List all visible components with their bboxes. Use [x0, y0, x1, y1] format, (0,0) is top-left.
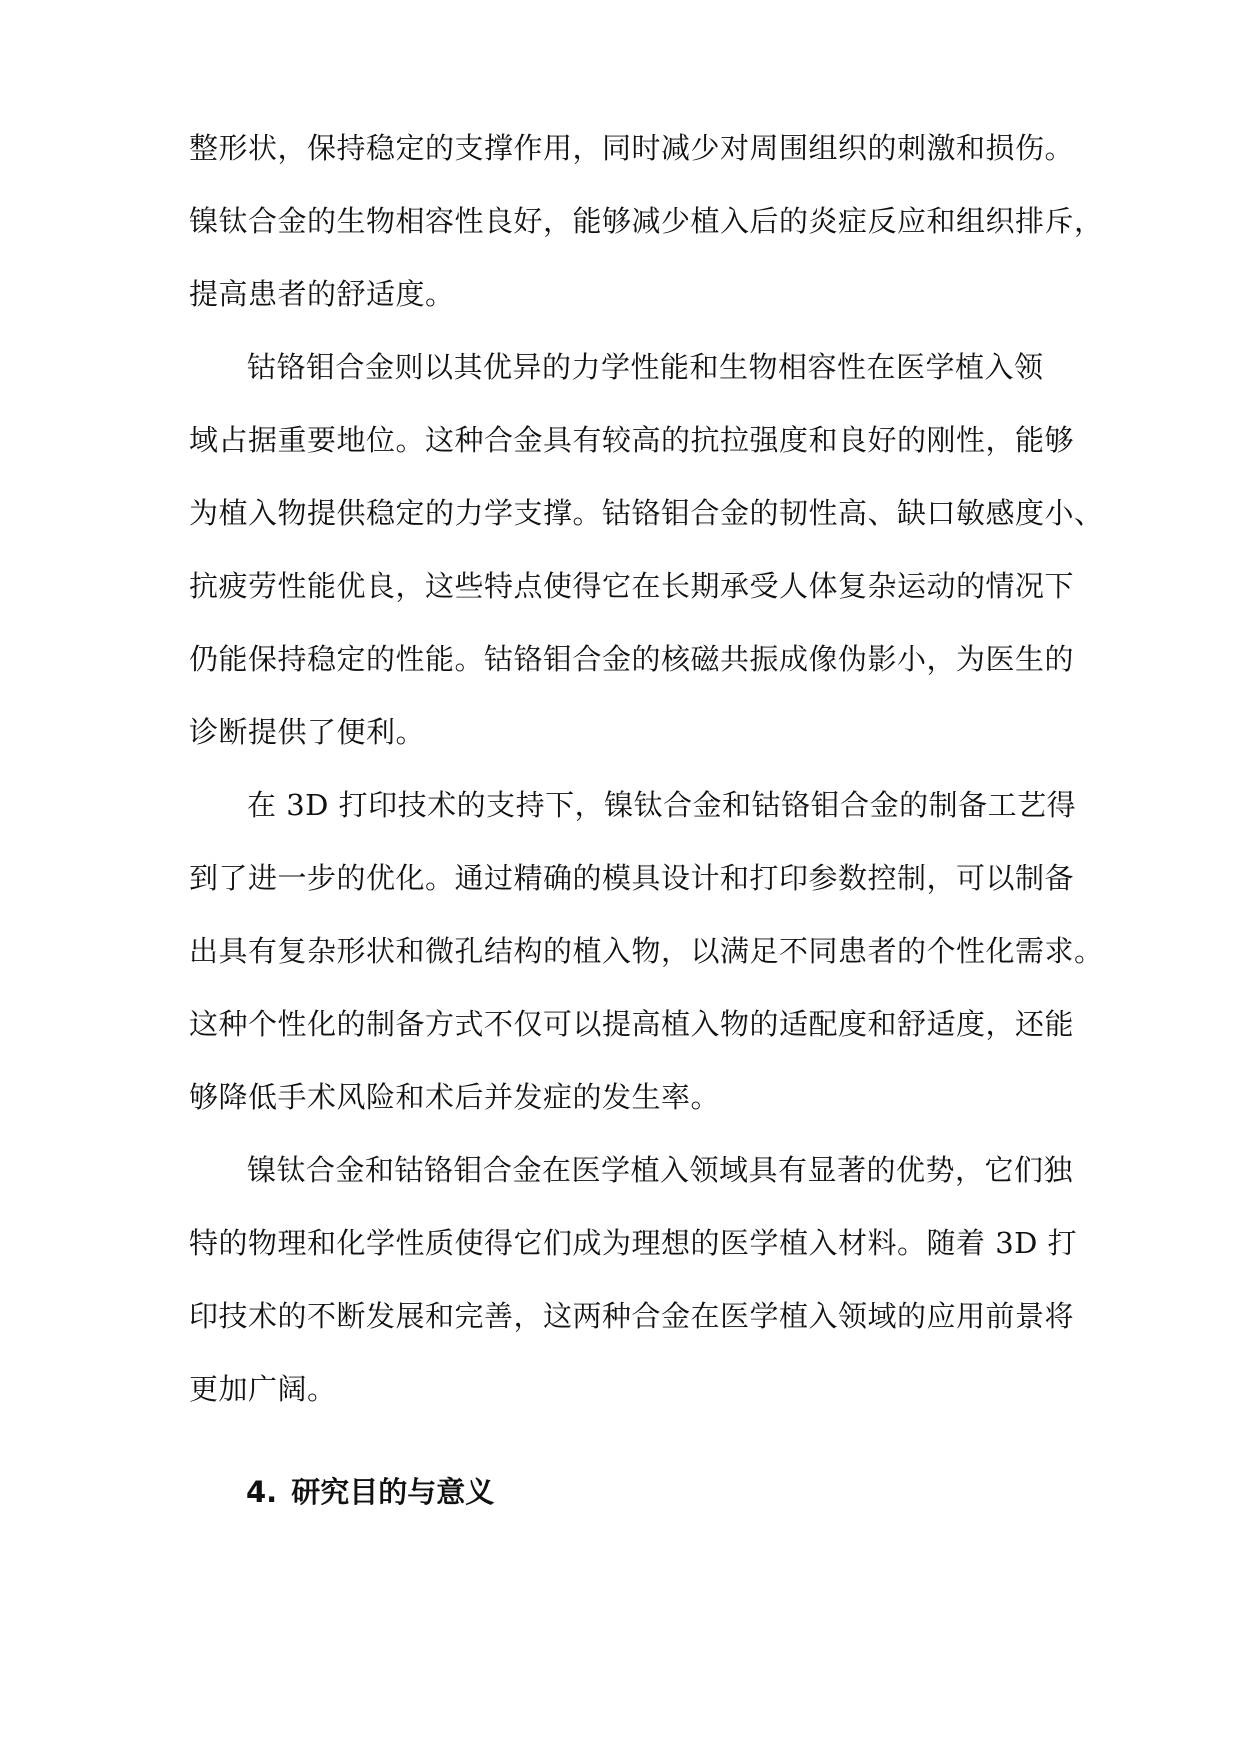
paragraph-3-line-1: 在 3D 打印技术的支持下，镍钛合金和钴铬钼合金的制备工艺得	[247, 788, 1077, 822]
paragraph-2-line-3: 为植入物提供稳定的力学支撑。钴铬钼合金的韧性高、缺口敏感度小、	[189, 496, 1104, 530]
paragraph-3-line-5: 够降低手术风险和术后并发症的发生率。	[189, 1080, 721, 1114]
paragraph-4-line-3: 印技术的不断发展和完善，这两种合金在医学植入领域的应用前景将	[189, 1299, 1075, 1333]
section-heading	[246, 1474, 494, 1510]
paragraph-4-line-2: 特的物理和化学性质使得它们成为理想的医学植入材料。随着 3D 打	[189, 1226, 1078, 1260]
paragraph-3-line-3: 出具有复杂形状和微孔结构的植入物，以满足不同患者的个性化需求。	[189, 934, 1104, 968]
paragraph-4-line-4: 更加广阔。	[189, 1372, 337, 1406]
paragraph-1-line-2: 镍钛合金的生物相容性良好，能够减少植入后的炎症反应和组织排斥，	[189, 204, 1104, 238]
paragraph-2-line-1: 钴铬钼合金则以其优异的力学性能和生物相容性在医学植入领	[247, 350, 1044, 384]
paragraph-1-line-1: 整形状，保持稳定的支撑作用，同时减少对周围组织的刺激和损伤。	[189, 131, 1075, 165]
paragraph-2-line-2: 域占据重要地位。这种合金具有较高的抗拉强度和良好的刚性，能够	[189, 423, 1075, 457]
paragraph-3-line-2: 到了进一步的优化。通过精确的模具设计和打印参数控制，可以制备	[189, 861, 1075, 895]
section-number: 4.	[246, 1475, 278, 1509]
paragraph-2-line-4: 抗疲劳性能优良，这些特点使得它在长期承受人体复杂运动的情况下	[189, 569, 1075, 603]
paragraph-1-line-3: 提高患者的舒适度。	[189, 277, 455, 311]
paragraph-3-line-4: 这种个性化的制备方式不仅可以提高植入物的适配度和舒适度，还能	[189, 1007, 1075, 1041]
paragraph-2-line-5: 仍能保持稳定的性能。钴铬钼合金的核磁共振成像伪影小，为医生的	[189, 642, 1075, 676]
section-title: 研究目的与意义	[291, 1475, 495, 1509]
paragraph-4-line-1: 镍钛合金和钴铬钼合金在医学植入领域具有显著的优势，它们独	[247, 1153, 1074, 1187]
paragraph-2-line-6: 诊断提供了便利。	[189, 715, 426, 749]
